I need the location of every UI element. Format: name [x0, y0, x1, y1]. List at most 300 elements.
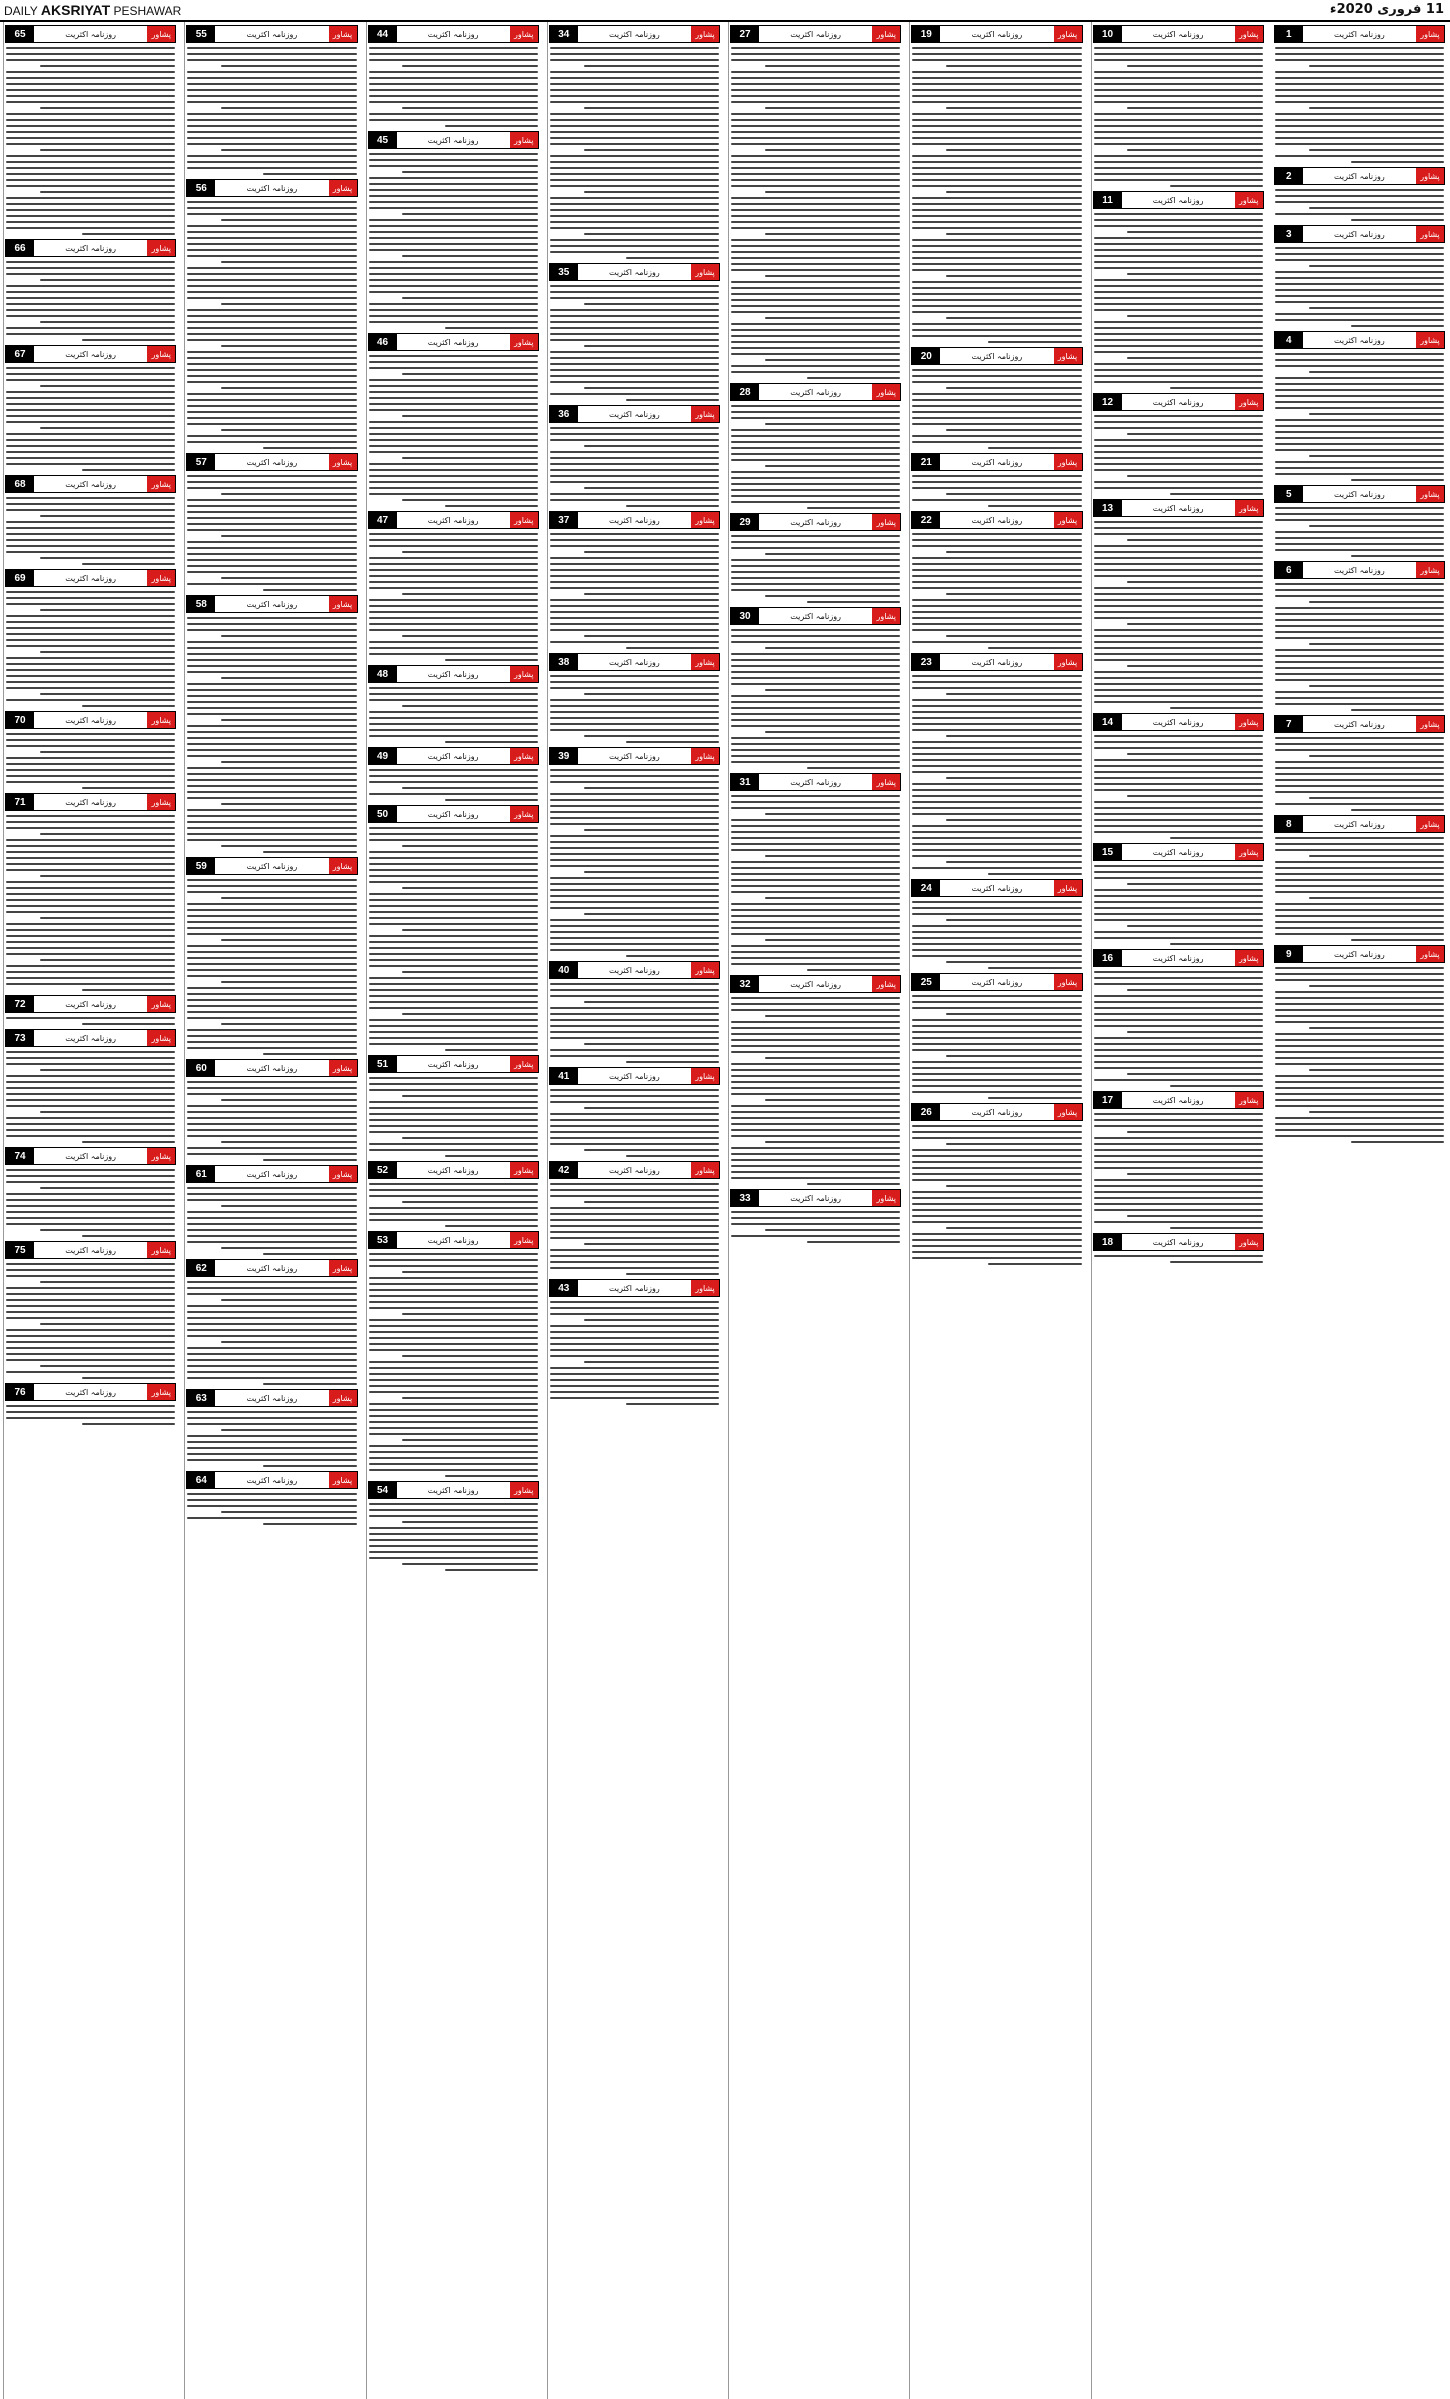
newspaper-label: روزنامہ اکثریت: [1152, 1237, 1204, 1247]
ad-header: [368, 1055, 539, 1073]
text-line: [6, 119, 175, 121]
text-line: [912, 943, 1081, 945]
newspaper-label: روزنامہ اکثریت: [427, 751, 479, 761]
text-line: [912, 539, 1081, 541]
ad-number: 65: [6, 26, 34, 42]
text-line: [1309, 601, 1444, 603]
text-line: [550, 1213, 719, 1215]
text-line: [402, 705, 537, 707]
text-line: [550, 557, 719, 559]
text-line: [369, 965, 538, 967]
text-line: [6, 881, 175, 883]
text-line: [1127, 475, 1262, 477]
text-line: [6, 845, 175, 847]
text-line: [6, 663, 175, 665]
text-line: [912, 855, 1081, 857]
text-line: [550, 143, 719, 145]
ad-number: 30: [731, 608, 759, 624]
text-line: [369, 1469, 538, 1471]
text-line: [6, 781, 175, 783]
text-line: [82, 469, 175, 471]
text-line: [369, 303, 538, 305]
newspaper-label: روزنامہ اکثریت: [65, 715, 116, 725]
text-line: [1094, 1137, 1263, 1139]
text-line: [6, 1063, 175, 1065]
text-line: [550, 95, 719, 97]
text-line: [626, 1061, 719, 1063]
text-line: [584, 871, 719, 873]
text-line: [550, 71, 719, 73]
text-line: [187, 375, 356, 377]
text-line: [765, 149, 900, 151]
ad-number: 59: [187, 858, 215, 874]
text-line: [6, 1317, 175, 1319]
text-line: [550, 83, 719, 85]
text-line: [402, 1439, 537, 1441]
text-line: [369, 309, 538, 311]
text-line: [731, 665, 900, 667]
text-line: [1094, 807, 1263, 809]
text-line: [221, 219, 356, 221]
text-line: [402, 1355, 537, 1357]
text-line: [550, 1249, 719, 1251]
text-line: [369, 439, 538, 441]
newspaper-label: روزنامہ اکثریت: [65, 573, 116, 583]
text-line: [402, 1201, 537, 1203]
text-line: [369, 1259, 538, 1261]
text-line: [1275, 997, 1444, 999]
text-line: [731, 185, 900, 187]
ad-text-block: [369, 687, 538, 743]
text-line: [187, 339, 356, 341]
ad-header: [1093, 1233, 1264, 1251]
city-badge: پشاور: [147, 240, 175, 256]
ad-number: 40: [550, 962, 578, 978]
text-line: [6, 173, 175, 175]
text-line: [731, 113, 900, 115]
text-line: [765, 233, 900, 235]
city-badge: پشاور: [1054, 512, 1082, 528]
text-line: [1275, 1021, 1444, 1023]
text-line: [731, 577, 900, 579]
ad-number: 47: [369, 512, 397, 528]
text-line: [765, 1229, 900, 1231]
text-line: [6, 433, 175, 435]
text-line: [550, 629, 719, 631]
text-line: [40, 321, 175, 323]
text-line: [402, 1397, 537, 1399]
text-line: [584, 1361, 719, 1363]
ad-header: [549, 961, 720, 979]
text-line: [221, 149, 356, 151]
text-line: [6, 1411, 175, 1413]
text-line: [731, 341, 900, 343]
text-line: [402, 373, 537, 375]
text-line: [369, 1119, 538, 1121]
ad-text-block: [1094, 865, 1263, 945]
ad-number: 7: [1275, 716, 1303, 732]
text-line: [6, 603, 175, 605]
text-line: [40, 191, 175, 193]
newspaper-label: روزنامہ اکثریت: [971, 977, 1023, 987]
text-line: [912, 329, 1081, 331]
ad-header: [186, 179, 357, 197]
text-line: [1275, 125, 1444, 127]
text-line: [1094, 617, 1263, 619]
ad-text-block: [369, 827, 538, 1051]
text-line: [912, 167, 1081, 169]
text-line: [1094, 913, 1263, 915]
newspaper-label: روزنامہ اکثریت: [609, 409, 660, 419]
text-line: [1094, 771, 1263, 773]
text-line: [6, 451, 175, 453]
text-line: [1275, 289, 1444, 291]
text-line: [369, 1183, 538, 1185]
text-line: [187, 879, 356, 881]
ad-header: [549, 511, 720, 529]
text-line: [946, 777, 1081, 779]
text-line: [402, 593, 537, 595]
text-line: [550, 1031, 719, 1033]
ad-number: 56: [187, 180, 215, 196]
text-line: [1275, 77, 1444, 79]
text-line: [1275, 595, 1444, 597]
ad-text-block: [731, 629, 900, 769]
ad-header: [549, 263, 720, 281]
text-line: [1275, 1093, 1444, 1095]
text-line: [1275, 1075, 1444, 1077]
text-line: [1094, 871, 1263, 873]
text-line: [6, 615, 175, 617]
ad-number: 46: [369, 334, 397, 350]
ad-header: [730, 975, 901, 993]
text-line: [550, 221, 719, 223]
text-line: [369, 545, 538, 547]
text-line: [1094, 95, 1263, 97]
ad-number: 67: [6, 346, 34, 362]
text-line: [1094, 783, 1263, 785]
text-line: [731, 1165, 900, 1167]
text-line: [369, 83, 538, 85]
text-line: [731, 89, 900, 91]
text-line: [1309, 413, 1444, 415]
ad-header: [5, 475, 176, 493]
newspaper-label: روزنامہ اکثریت: [609, 1165, 660, 1175]
text-line: [731, 119, 900, 121]
text-line: [731, 583, 900, 585]
text-line: [369, 1089, 538, 1091]
text-line: [187, 249, 356, 251]
text-line: [187, 809, 356, 811]
text-line: [187, 791, 356, 793]
text-line: [912, 335, 1081, 337]
text-line: [731, 671, 900, 673]
text-line: [187, 161, 356, 163]
text-line: [912, 393, 1081, 395]
text-line: [550, 723, 719, 725]
text-line: [40, 693, 175, 695]
text-line: [1309, 755, 1444, 757]
text-line: [946, 861, 1081, 863]
text-line: [187, 957, 356, 959]
text-line: [912, 59, 1081, 61]
text-line: [187, 623, 356, 625]
text-line: [550, 481, 719, 483]
text-line: [1094, 1013, 1263, 1015]
text-line: [6, 131, 175, 133]
city-badge: پشاور: [510, 1232, 538, 1248]
text-line: [445, 1475, 538, 1477]
text-line: [550, 173, 719, 175]
text-line: [445, 1569, 538, 1571]
text-line: [369, 445, 538, 447]
text-line: [369, 153, 538, 155]
text-line: [912, 907, 1081, 909]
text-line: [912, 269, 1081, 271]
text-line: [550, 865, 719, 867]
text-line: [1094, 369, 1263, 371]
text-line: [6, 1129, 175, 1131]
text-line: [912, 53, 1081, 55]
text-line: [369, 899, 538, 901]
text-line: [550, 717, 719, 719]
text-line: [40, 557, 175, 559]
text-line: [369, 941, 538, 943]
text-line: [1094, 381, 1263, 383]
text-line: [40, 959, 175, 961]
newspaper-label: روزنامہ اکثریت: [790, 1193, 841, 1203]
text-line: [6, 1099, 175, 1101]
text-line: [369, 1307, 538, 1309]
ad-text-block: [187, 475, 356, 591]
text-line: [369, 113, 538, 115]
text-line: [369, 687, 538, 689]
newspaper-label: روزنامہ اکثریت: [971, 457, 1023, 467]
text-line: [731, 1063, 900, 1065]
text-line: [369, 587, 538, 589]
text-line: [731, 489, 900, 491]
text-line: [187, 659, 356, 661]
text-line: [263, 1523, 356, 1525]
text-line: [731, 209, 900, 211]
text-line: [1275, 803, 1444, 805]
text-line: [912, 1209, 1081, 1211]
text-line: [187, 1129, 356, 1131]
text-line: [731, 571, 900, 573]
text-line: [187, 1417, 356, 1419]
text-line: [1127, 989, 1262, 991]
newspaper-label: روزنامہ اکثریت: [246, 1169, 298, 1179]
text-line: [1275, 743, 1444, 745]
text-line: [946, 551, 1081, 553]
text-line: [731, 713, 900, 715]
text-line: [187, 243, 356, 245]
text-line: [369, 1515, 538, 1517]
text-line: [731, 269, 900, 271]
newspaper-label: روزنامہ اکثریت: [65, 797, 116, 807]
text-line: [6, 1105, 175, 1107]
text-line: [187, 71, 356, 73]
text-line: [731, 245, 900, 247]
text-line: [187, 1117, 356, 1119]
text-line: [731, 997, 900, 999]
text-line: [369, 1319, 538, 1321]
text-line: [1094, 309, 1263, 311]
text-line: [402, 457, 537, 459]
text-line: [550, 989, 719, 991]
text-line: [40, 1111, 175, 1113]
ad-header: [1093, 843, 1264, 861]
text-line: [912, 753, 1081, 755]
text-line: [369, 1373, 538, 1375]
city-badge: پشاور: [1054, 1104, 1082, 1120]
text-line: [912, 281, 1081, 283]
text-line: [187, 1353, 356, 1355]
text-line: [1275, 767, 1444, 769]
newspaper-label: روزنامہ اکثریت: [609, 515, 660, 525]
ad-text-block: [187, 617, 356, 853]
city-badge: پشاور: [1054, 974, 1082, 990]
city-badge: پشاور: [147, 1148, 175, 1164]
text-line: [550, 1397, 719, 1399]
text-line: [6, 757, 175, 759]
text-line: [6, 267, 175, 269]
ad-header: [730, 607, 901, 625]
text-line: [1094, 971, 1263, 973]
text-line: [369, 47, 538, 49]
text-line: [1094, 1037, 1263, 1039]
text-line: [369, 71, 538, 73]
text-line: [1275, 1099, 1444, 1101]
text-line: [6, 1075, 175, 1077]
text-line: [6, 527, 175, 529]
text-line: [912, 77, 1081, 79]
text-line: [550, 131, 719, 133]
ad-text-block: [6, 1169, 175, 1237]
text-line: [988, 1263, 1081, 1265]
text-line: [731, 653, 900, 655]
newspaper-label: روزنامہ اکثریت: [65, 29, 116, 39]
text-line: [6, 143, 175, 145]
ad-number: 73: [6, 1030, 34, 1046]
text-line: [221, 677, 356, 679]
text-line: [731, 1087, 900, 1089]
text-line: [402, 213, 537, 215]
ad-text-block: [369, 1183, 538, 1227]
text-line: [221, 803, 356, 805]
text-line: [82, 1377, 175, 1379]
text-line: [187, 201, 356, 203]
text-line: [369, 409, 538, 411]
text-line: [369, 243, 538, 245]
text-line: [550, 617, 719, 619]
text-line: [731, 155, 900, 157]
city-badge: پشاور: [691, 406, 719, 422]
text-line: [550, 729, 719, 731]
text-line: [731, 53, 900, 55]
text-line: [187, 53, 356, 55]
ad-number: 71: [6, 794, 34, 810]
text-line: [40, 279, 175, 281]
ad-text-block: [912, 1125, 1081, 1265]
text-line: [912, 807, 1081, 809]
ad-text-block: [912, 47, 1081, 343]
text-line: [550, 53, 719, 55]
text-line: [1094, 249, 1263, 251]
text-line: [731, 215, 900, 217]
text-line: [1094, 285, 1263, 287]
text-line: [402, 845, 537, 847]
text-line: [369, 781, 538, 783]
text-line: [1275, 861, 1444, 863]
text-line: [912, 375, 1081, 377]
text-line: [1094, 937, 1263, 939]
text-line: [1275, 131, 1444, 133]
text-line: [1309, 855, 1444, 857]
text-line: [6, 221, 175, 223]
text-line: [369, 1289, 538, 1291]
text-line: [369, 1415, 538, 1417]
text-line: [369, 735, 538, 737]
text-line: [187, 119, 356, 121]
text-line: [187, 1329, 356, 1331]
text-line: [187, 255, 356, 257]
text-line: [369, 1253, 538, 1255]
ad-text-block: [1275, 967, 1444, 1143]
text-line: [221, 1341, 356, 1343]
text-line: [550, 877, 719, 879]
text-line: [369, 367, 538, 369]
text-line: [731, 831, 900, 833]
text-line: [912, 705, 1081, 707]
text-line: [550, 1225, 719, 1227]
city-badge: پشاور: [1235, 714, 1263, 730]
text-line: [402, 929, 537, 931]
text-line: [6, 227, 175, 229]
ad-number: 29: [731, 514, 759, 530]
text-line: [6, 1335, 175, 1337]
text-line: [369, 917, 538, 919]
text-line: [1275, 673, 1444, 675]
text-line: [369, 1189, 538, 1191]
text-line: [187, 641, 356, 643]
text-line: [187, 411, 356, 413]
text-line: [912, 71, 1081, 73]
text-line: [187, 565, 356, 567]
text-line: [550, 203, 719, 205]
text-line: [946, 693, 1081, 695]
text-line: [1094, 889, 1263, 891]
text-line: [1351, 325, 1444, 327]
newspaper-name: DAILY AKSRIYAT PESHAWAR: [4, 2, 182, 18]
text-line: [402, 65, 537, 67]
newspaper-label: روزنامہ اکثریت: [971, 1107, 1023, 1117]
newspaper-label: روزنامہ اکثریت: [1152, 503, 1204, 513]
text-line: [1094, 801, 1263, 803]
text-line: [1275, 359, 1444, 361]
text-line: [1094, 747, 1263, 749]
text-line: [369, 1125, 538, 1127]
text-line: [369, 989, 538, 991]
ad-number: 2: [1275, 168, 1303, 184]
text-line: [402, 415, 537, 417]
text-line: [369, 1503, 538, 1505]
text-line: [263, 447, 356, 449]
text-line: [912, 629, 1081, 631]
text-line: [1094, 125, 1263, 127]
text-line: [369, 775, 538, 777]
text-line: [765, 423, 900, 425]
